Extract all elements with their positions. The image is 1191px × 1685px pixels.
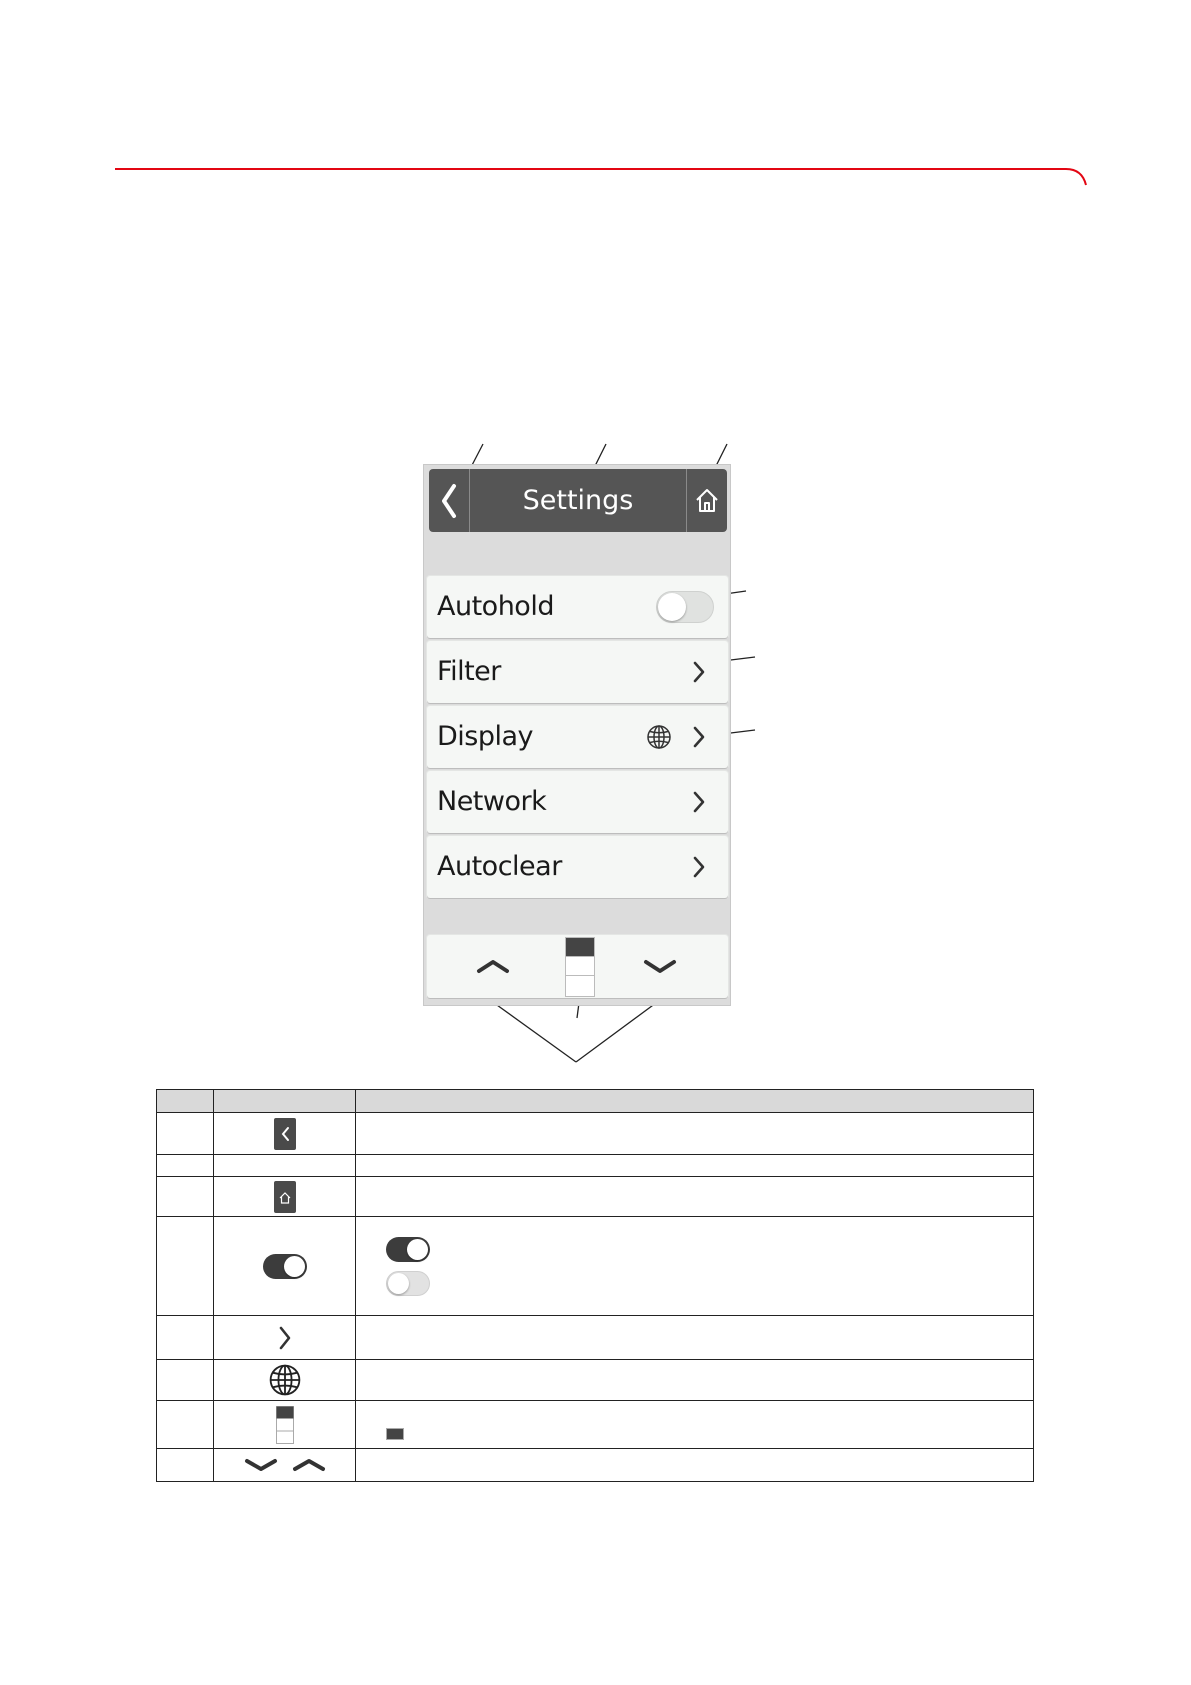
- menu-item-label: Filter: [437, 656, 501, 687]
- table-header: [356, 1090, 1034, 1113]
- menu-item-label: Display: [437, 721, 534, 752]
- menu-item-autoclear[interactable]: [427, 836, 728, 898]
- table-row: [157, 1155, 1034, 1177]
- home-button-icon: [274, 1181, 296, 1213]
- menu-item-label: Autohold: [437, 591, 554, 622]
- back-button-icon: [274, 1118, 296, 1150]
- table-row: [157, 1401, 1034, 1449]
- table-row: [157, 1217, 1034, 1316]
- scroll-nav-bar: [427, 935, 728, 998]
- menu-item-display[interactable]: [427, 706, 728, 768]
- globe-icon: [646, 724, 672, 750]
- toggle-off-icon: [386, 1271, 430, 1296]
- chevron-right-icon: [692, 856, 706, 878]
- menu-item-network[interactable]: [427, 771, 728, 833]
- autohold-toggle[interactable]: [656, 591, 714, 623]
- globe-icon: [268, 1363, 302, 1397]
- home-icon: [687, 469, 727, 532]
- table-row: [157, 1113, 1034, 1155]
- back-button[interactable]: [429, 469, 470, 532]
- scroll-up-button[interactable]: [427, 935, 561, 998]
- chevron-right-icon: [278, 1325, 292, 1351]
- chevron-up-icon: [427, 935, 561, 998]
- table-row: [157, 1449, 1034, 1482]
- table-header: [214, 1090, 356, 1113]
- menu-item-autohold[interactable]: [427, 576, 728, 638]
- home-button[interactable]: [686, 469, 727, 532]
- page-title: Settings: [522, 485, 634, 516]
- table-row: [157, 1360, 1034, 1401]
- toggle-icon: [263, 1254, 307, 1279]
- device-screen: [423, 464, 731, 1006]
- legend-table: [156, 1089, 1034, 1482]
- table-row: [157, 1316, 1034, 1360]
- scroll-active-segment-icon: [386, 1428, 404, 1440]
- menu-item-label: Network: [437, 786, 547, 817]
- header-bar: [429, 469, 727, 532]
- table-header: [157, 1090, 214, 1113]
- table-row: [157, 1177, 1034, 1217]
- table-header-row: [157, 1090, 1034, 1113]
- scroll-indicator-icon: [276, 1406, 294, 1444]
- chevron-left-icon: [429, 469, 469, 532]
- up-down-arrows-icon: [237, 1453, 333, 1477]
- menu-item-label: Autoclear: [437, 851, 562, 882]
- chevron-right-icon: [692, 791, 706, 813]
- chevron-right-icon: [692, 726, 706, 748]
- toggle-on-icon: [386, 1237, 430, 1262]
- chevron-down-icon: [594, 935, 728, 998]
- scroll-down-button[interactable]: [594, 935, 728, 998]
- chevron-right-icon: [692, 661, 706, 683]
- menu-item-filter[interactable]: [427, 641, 728, 703]
- scroll-position-indicator: [565, 937, 595, 997]
